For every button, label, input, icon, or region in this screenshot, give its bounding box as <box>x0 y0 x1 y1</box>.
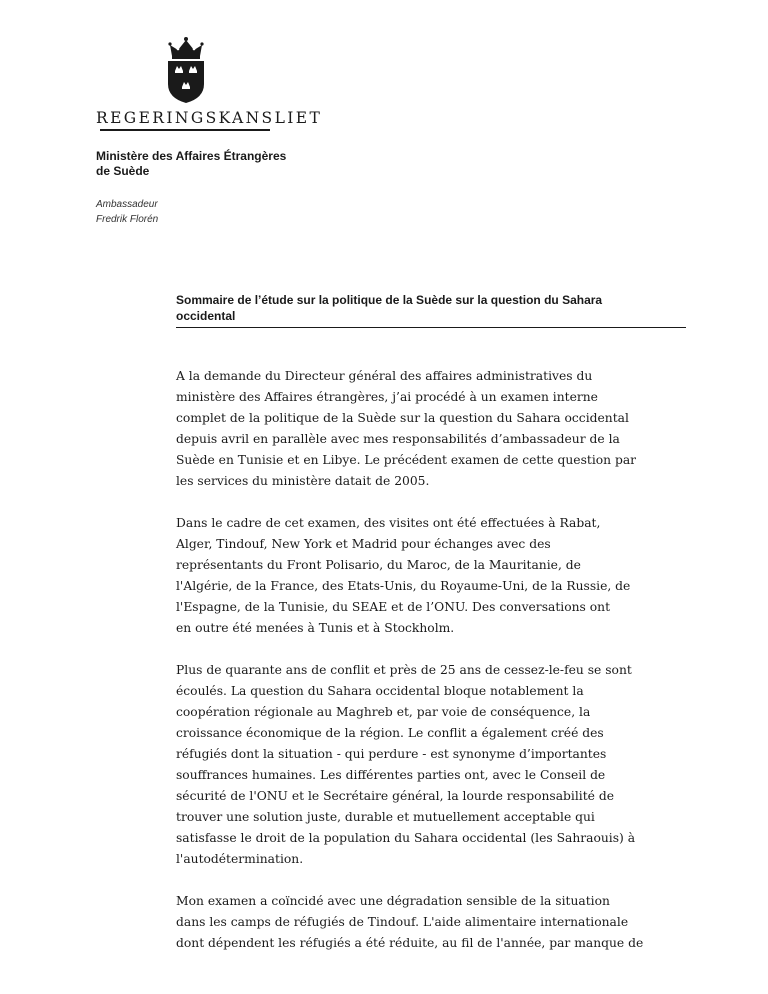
government-logo <box>96 36 323 131</box>
body-line: représentants du Front Polisario, du Maroc, de la Mauritanie, de <box>176 558 581 572</box>
body-paragraph <box>176 891 696 954</box>
body-line: dont dépendent les réfugiés a été réduite, au fil de l'année, par manque de <box>176 936 644 950</box>
body-line: l'Espagne, de la Tunisie, du SEAE et de l’ONU. Des conversations ont <box>176 600 611 614</box>
body-line: coopération régionale au Maghreb et, par voie de conséquence, la <box>176 705 591 719</box>
body-line: A la demande du Directeur général des affaires administratives du <box>176 369 593 383</box>
body-line: en outre été menées à Tunis et à Stockholm. <box>176 621 455 635</box>
sender-role: Ambassadeur <box>96 199 158 210</box>
sender-block <box>96 197 158 227</box>
ministry-line: de Suède <box>96 164 150 178</box>
ministry-name <box>96 149 286 179</box>
body-line: satisfasse le droit de la population du Sahara occidental (les Sahraouis) à <box>176 831 636 845</box>
ministry-line: Ministère des Affaires Étrangères <box>96 149 287 163</box>
body-line: réfugiés dont la situation - qui perdure - est synonyme d’importantes <box>176 747 607 761</box>
body-line: trouver une solution juste, durable et mutuellement acceptable qui <box>176 810 595 824</box>
body-line: Mon examen a coïncidé avec une dégradation sensible de la situation <box>176 894 610 908</box>
body-line: les services du ministère datait de 2005. <box>176 474 430 488</box>
body-line: complet de la politique de la Suède sur la question du Sahara occidental <box>176 411 629 425</box>
body-line: depuis avril en parallèle avec mes responsabilités d’ambassadeur de la <box>176 432 620 446</box>
body-line: Dans le cadre de cet examen, des visites ont été effectuées à Rabat, <box>176 516 601 530</box>
royal-crown-icon <box>166 36 206 60</box>
coat-of-arms-shield-icon <box>167 60 205 104</box>
body-line: Alger, Tindouf, New York et Madrid pour échanges avec des <box>176 537 551 551</box>
body-line: souffrances humaines. Les différentes parties ont, avec le Conseil de <box>176 768 606 782</box>
body-paragraph <box>176 366 696 492</box>
sender-name: Fredrik Florén <box>96 214 159 225</box>
body-line: sécurité de l'ONU et le Secrétaire général, la lourde responsabilité de <box>176 789 614 803</box>
body-line: Plus de quarante ans de conflit et près de 25 ans de cessez-le-feu se sont <box>176 663 632 677</box>
body-paragraph <box>176 660 696 870</box>
logo-wordmark: REGERINGSKANSLIET <box>96 109 323 127</box>
body-line: l'Algérie, de la France, des Etats-Unis, du Royaume-Uni, de la Russie, de <box>176 579 631 593</box>
document-body <box>176 366 696 975</box>
title-line: occidental <box>176 308 236 323</box>
body-line: croissance économique de la région. Le conflit a également créé des <box>176 726 604 740</box>
document-title <box>176 293 686 328</box>
body-line: écoulés. La question du Sahara occidental bloque notablement la <box>176 684 584 698</box>
body-line: Suède en Tunisie et en Libye. Le précédent examen de cette question par <box>176 453 637 467</box>
body-paragraph <box>176 513 696 639</box>
logo-underline <box>100 129 270 131</box>
body-line: ministère des Affaires étrangères, j’ai procédé à un examen interne <box>176 390 598 404</box>
title-line: Sommaire de l’étude sur la politique de la Suède sur la question du Sahara <box>176 293 603 307</box>
body-line: l'autodétermination. <box>176 852 304 866</box>
body-line: dans les camps de réfugiés de Tindouf. L'aide alimentaire internationale <box>176 915 629 929</box>
